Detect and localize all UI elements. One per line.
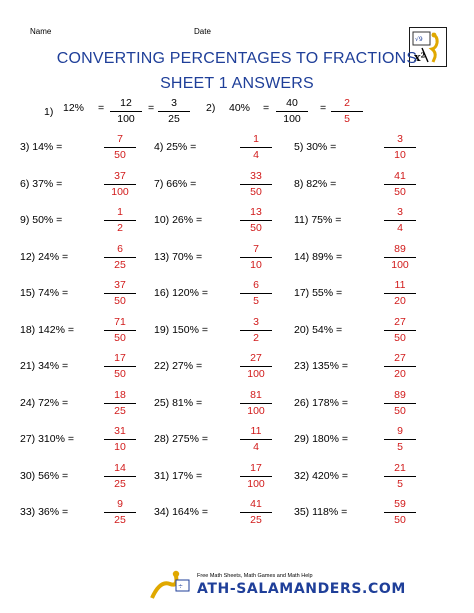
fraction-bar xyxy=(104,147,136,148)
fraction-bar xyxy=(240,220,272,221)
fraction-bar xyxy=(384,366,416,367)
denominator: 100 xyxy=(283,113,301,125)
denominator: 50 xyxy=(114,295,126,307)
fraction-answer xyxy=(100,133,140,161)
question-label: 32) 420% = xyxy=(294,469,348,482)
fraction-answer xyxy=(100,352,140,380)
numerator: 17 xyxy=(250,461,262,474)
svg-text:√9: √9 xyxy=(415,36,423,43)
fraction-answer xyxy=(380,352,420,380)
denominator: 50 xyxy=(394,404,406,417)
question-percent: 40% xyxy=(229,102,251,114)
question-label: 11) 75% = xyxy=(294,214,342,226)
fraction-answer xyxy=(100,316,140,344)
numerator: 27 xyxy=(250,352,262,364)
fraction-bar xyxy=(240,403,272,404)
fraction-bar xyxy=(331,111,363,112)
fraction-answer xyxy=(380,243,420,271)
svg-text:x²: x² xyxy=(414,51,426,64)
fraction-answer xyxy=(100,389,140,417)
denominator: 25 xyxy=(114,404,126,417)
fraction-answer xyxy=(236,462,276,490)
denominator: 50 xyxy=(114,331,126,344)
fraction-bar xyxy=(104,257,136,258)
numerator: 59 xyxy=(394,498,406,510)
question-label: 33) 36% = xyxy=(20,506,69,518)
denominator: 10 xyxy=(250,258,262,271)
page-subtitle: SHEET 1 ANSWERS xyxy=(160,75,314,92)
page-title: CONVERTING PERCENTAGES TO FRACTIONS xyxy=(56,50,418,67)
denominator: 50 xyxy=(394,331,406,344)
question-label: 23) 135% = xyxy=(294,360,348,372)
question-label: 14) 89% = xyxy=(294,250,343,263)
footer-tagline: Free Math Sheets, Math Games and Math Help xyxy=(197,573,313,579)
fraction-answer xyxy=(380,462,420,490)
fraction-bar xyxy=(110,111,142,112)
numerator: 31 xyxy=(114,425,126,437)
denominator: 25 xyxy=(114,477,126,490)
denominator: 100 xyxy=(247,404,265,417)
fraction-answer xyxy=(236,389,276,417)
denominator: 50 xyxy=(394,514,406,526)
numerator: 41 xyxy=(250,498,262,510)
fraction-bar xyxy=(384,330,416,331)
numerator: 2 xyxy=(344,97,350,109)
date-label: Date xyxy=(194,27,211,36)
numerator: 27 xyxy=(394,352,406,364)
fraction-answer xyxy=(380,498,420,526)
denominator: 100 xyxy=(111,185,129,198)
denominator: 5 xyxy=(253,295,259,307)
fraction-bar xyxy=(240,439,272,440)
denominator: 20 xyxy=(394,368,406,380)
fraction-bar xyxy=(240,147,272,148)
question-label: 5) 30% = xyxy=(294,141,337,153)
numerator: 6 xyxy=(117,242,123,255)
question-label: 18) 142% = xyxy=(20,323,74,336)
numerator: 27 xyxy=(394,315,406,328)
numerator: 11 xyxy=(250,425,262,437)
fraction-bar xyxy=(240,476,272,477)
question-number: 1) xyxy=(44,106,54,118)
salamander-footer-icon xyxy=(148,568,192,607)
fraction-bar xyxy=(104,403,136,404)
numerator: 37 xyxy=(114,169,126,182)
fraction-bar xyxy=(104,366,136,367)
denominator: 100 xyxy=(117,113,135,125)
question-label: 35) 118% = xyxy=(294,506,348,518)
denominator: 50 xyxy=(394,185,406,198)
denominator: 100 xyxy=(391,258,409,271)
fraction-answer xyxy=(380,425,420,453)
fraction-bar xyxy=(384,439,416,440)
question-label: 19) 150% = xyxy=(154,323,208,336)
question-label: 7) 66% = xyxy=(154,177,197,190)
question-label: 25) 81% = xyxy=(154,396,203,409)
question-label: 16) 120% = xyxy=(154,287,208,299)
numerator: 81 xyxy=(250,388,262,401)
question-label: 8) 82% = xyxy=(294,177,337,190)
fraction-bar xyxy=(104,220,136,221)
fraction-answer xyxy=(380,170,420,198)
fraction-bar xyxy=(384,220,416,221)
fraction-answer xyxy=(100,206,140,234)
denominator: 5 xyxy=(344,113,350,125)
question-label: 3) 14% = xyxy=(20,141,63,153)
question-label: 6) 37% = xyxy=(20,177,63,190)
question-label: 34) 164% = xyxy=(154,506,208,518)
fraction-bar xyxy=(276,111,308,112)
denominator: 5 xyxy=(397,477,403,490)
numerator: 13 xyxy=(250,206,262,218)
question-label: 13) 70% = xyxy=(154,250,203,263)
denominator: 25 xyxy=(114,258,126,271)
fraction-answer xyxy=(236,316,276,344)
numerator: 9 xyxy=(397,425,403,437)
fraction-answer xyxy=(100,279,140,307)
denominator: 20 xyxy=(394,295,406,307)
numerator: 9 xyxy=(117,498,123,510)
fraction-bar xyxy=(104,439,136,440)
numerator: 3 xyxy=(397,133,403,145)
denominator: 50 xyxy=(114,368,126,380)
question-label: 22) 27% = xyxy=(154,360,203,372)
fraction-answer xyxy=(380,389,420,417)
fraction-bar xyxy=(240,184,272,185)
fraction-bar xyxy=(384,476,416,477)
equals-sign: = xyxy=(148,102,155,114)
fraction-answer xyxy=(100,170,140,198)
denominator: 4 xyxy=(253,441,259,453)
fraction-answer xyxy=(236,170,276,198)
fraction-bar xyxy=(384,184,416,185)
fraction-answer xyxy=(100,498,140,526)
fraction-bar xyxy=(240,512,272,513)
fraction-bar xyxy=(240,366,272,367)
fraction-bar xyxy=(104,293,136,294)
numerator: 6 xyxy=(253,279,259,291)
equals-sign: = xyxy=(320,102,327,114)
numerator: 18 xyxy=(114,388,126,401)
fraction-answer xyxy=(236,498,276,526)
fraction-bar xyxy=(384,147,416,148)
question-label: 27) 310% = xyxy=(20,433,74,445)
numerator: 37 xyxy=(114,279,126,291)
denominator: 5 xyxy=(397,441,403,453)
fraction-answer xyxy=(236,206,276,234)
denominator: 50 xyxy=(114,149,126,161)
numerator: 7 xyxy=(117,133,123,145)
numerator: 41 xyxy=(394,169,406,182)
question-label: 29) 180% = xyxy=(294,433,348,445)
question-percent: 12% xyxy=(63,102,85,114)
footer-brand[interactable]: ATH-SALAMANDERS.COM xyxy=(197,581,406,597)
svg-text:÷: ÷ xyxy=(178,583,184,590)
denominator: 25 xyxy=(168,113,180,125)
equals-sign: = xyxy=(98,102,105,114)
fraction-answer xyxy=(100,425,140,453)
fraction-answer xyxy=(380,279,420,307)
numerator: 21 xyxy=(394,461,406,474)
question-label: 15) 74% = xyxy=(20,287,69,299)
fraction-bar xyxy=(104,184,136,185)
question-label: 24) 72% = xyxy=(20,396,69,409)
question-label: 21) 34% = xyxy=(20,360,69,372)
question-label: 12) 24% = xyxy=(20,250,69,263)
question-number: 2) xyxy=(206,102,216,114)
question-label: 28) 275% = xyxy=(154,433,208,445)
numerator: 14 xyxy=(114,461,126,474)
fraction-bar xyxy=(384,293,416,294)
fraction-answer xyxy=(236,425,276,453)
fraction-answer xyxy=(380,133,420,161)
fraction-bar xyxy=(384,403,416,404)
denominator: 50 xyxy=(250,185,262,198)
numerator: 1 xyxy=(117,206,123,218)
fraction-step xyxy=(272,97,312,125)
numerator: 12 xyxy=(120,97,132,109)
question-label: 31) 17% = xyxy=(154,469,203,482)
denominator: 25 xyxy=(250,514,262,526)
question-label: 10) 26% = xyxy=(154,214,203,226)
denominator: 50 xyxy=(250,222,262,234)
fraction-bar xyxy=(104,512,136,513)
question-label: 20) 54% = xyxy=(294,323,343,336)
equals-sign: = xyxy=(263,102,270,114)
numerator: 3 xyxy=(397,206,403,218)
numerator: 17 xyxy=(114,352,126,364)
numerator: 89 xyxy=(394,388,406,401)
denominator: 100 xyxy=(247,477,265,490)
question-label: 9) 50% = xyxy=(20,214,63,226)
denominator: 100 xyxy=(247,368,265,380)
numerator: 3 xyxy=(171,97,177,109)
denominator: 10 xyxy=(394,149,406,161)
question-label: 26) 178% = xyxy=(294,396,348,409)
fraction-step xyxy=(106,97,146,125)
fraction-answer xyxy=(100,243,140,271)
question-label: 30) 56% = xyxy=(20,469,69,482)
denominator: 4 xyxy=(397,222,403,234)
denominator: 10 xyxy=(114,441,126,453)
fraction-answer xyxy=(327,97,367,125)
numerator: 7 xyxy=(253,242,259,255)
fraction-bar xyxy=(104,330,136,331)
fraction-answer xyxy=(100,462,140,490)
numerator: 71 xyxy=(114,315,126,328)
fraction-bar xyxy=(240,257,272,258)
denominator: 2 xyxy=(117,222,123,234)
numerator: 3 xyxy=(253,315,259,328)
fraction-answer xyxy=(236,243,276,271)
fraction-answer xyxy=(236,352,276,380)
numerator: 1 xyxy=(253,133,259,145)
fraction-answer xyxy=(236,133,276,161)
fraction-bar xyxy=(384,257,416,258)
denominator: 4 xyxy=(253,149,259,161)
fraction-bar xyxy=(104,476,136,477)
fraction-bar xyxy=(384,512,416,513)
fraction-bar xyxy=(158,111,190,112)
fraction-answer xyxy=(380,206,420,234)
fraction-bar xyxy=(240,330,272,331)
fraction-answer xyxy=(380,316,420,344)
name-label: Name xyxy=(30,27,52,36)
numerator: 11 xyxy=(394,279,406,291)
question-label: 4) 25% = xyxy=(154,141,197,153)
numerator: 89 xyxy=(394,242,406,255)
question-label: 17) 55% = xyxy=(294,287,343,299)
numerator: 33 xyxy=(250,169,262,182)
fraction-answer xyxy=(154,97,194,125)
fraction-bar xyxy=(240,293,272,294)
fraction-answer xyxy=(236,279,276,307)
denominator: 2 xyxy=(253,331,259,344)
numerator: 40 xyxy=(286,97,298,109)
denominator: 25 xyxy=(114,514,126,526)
